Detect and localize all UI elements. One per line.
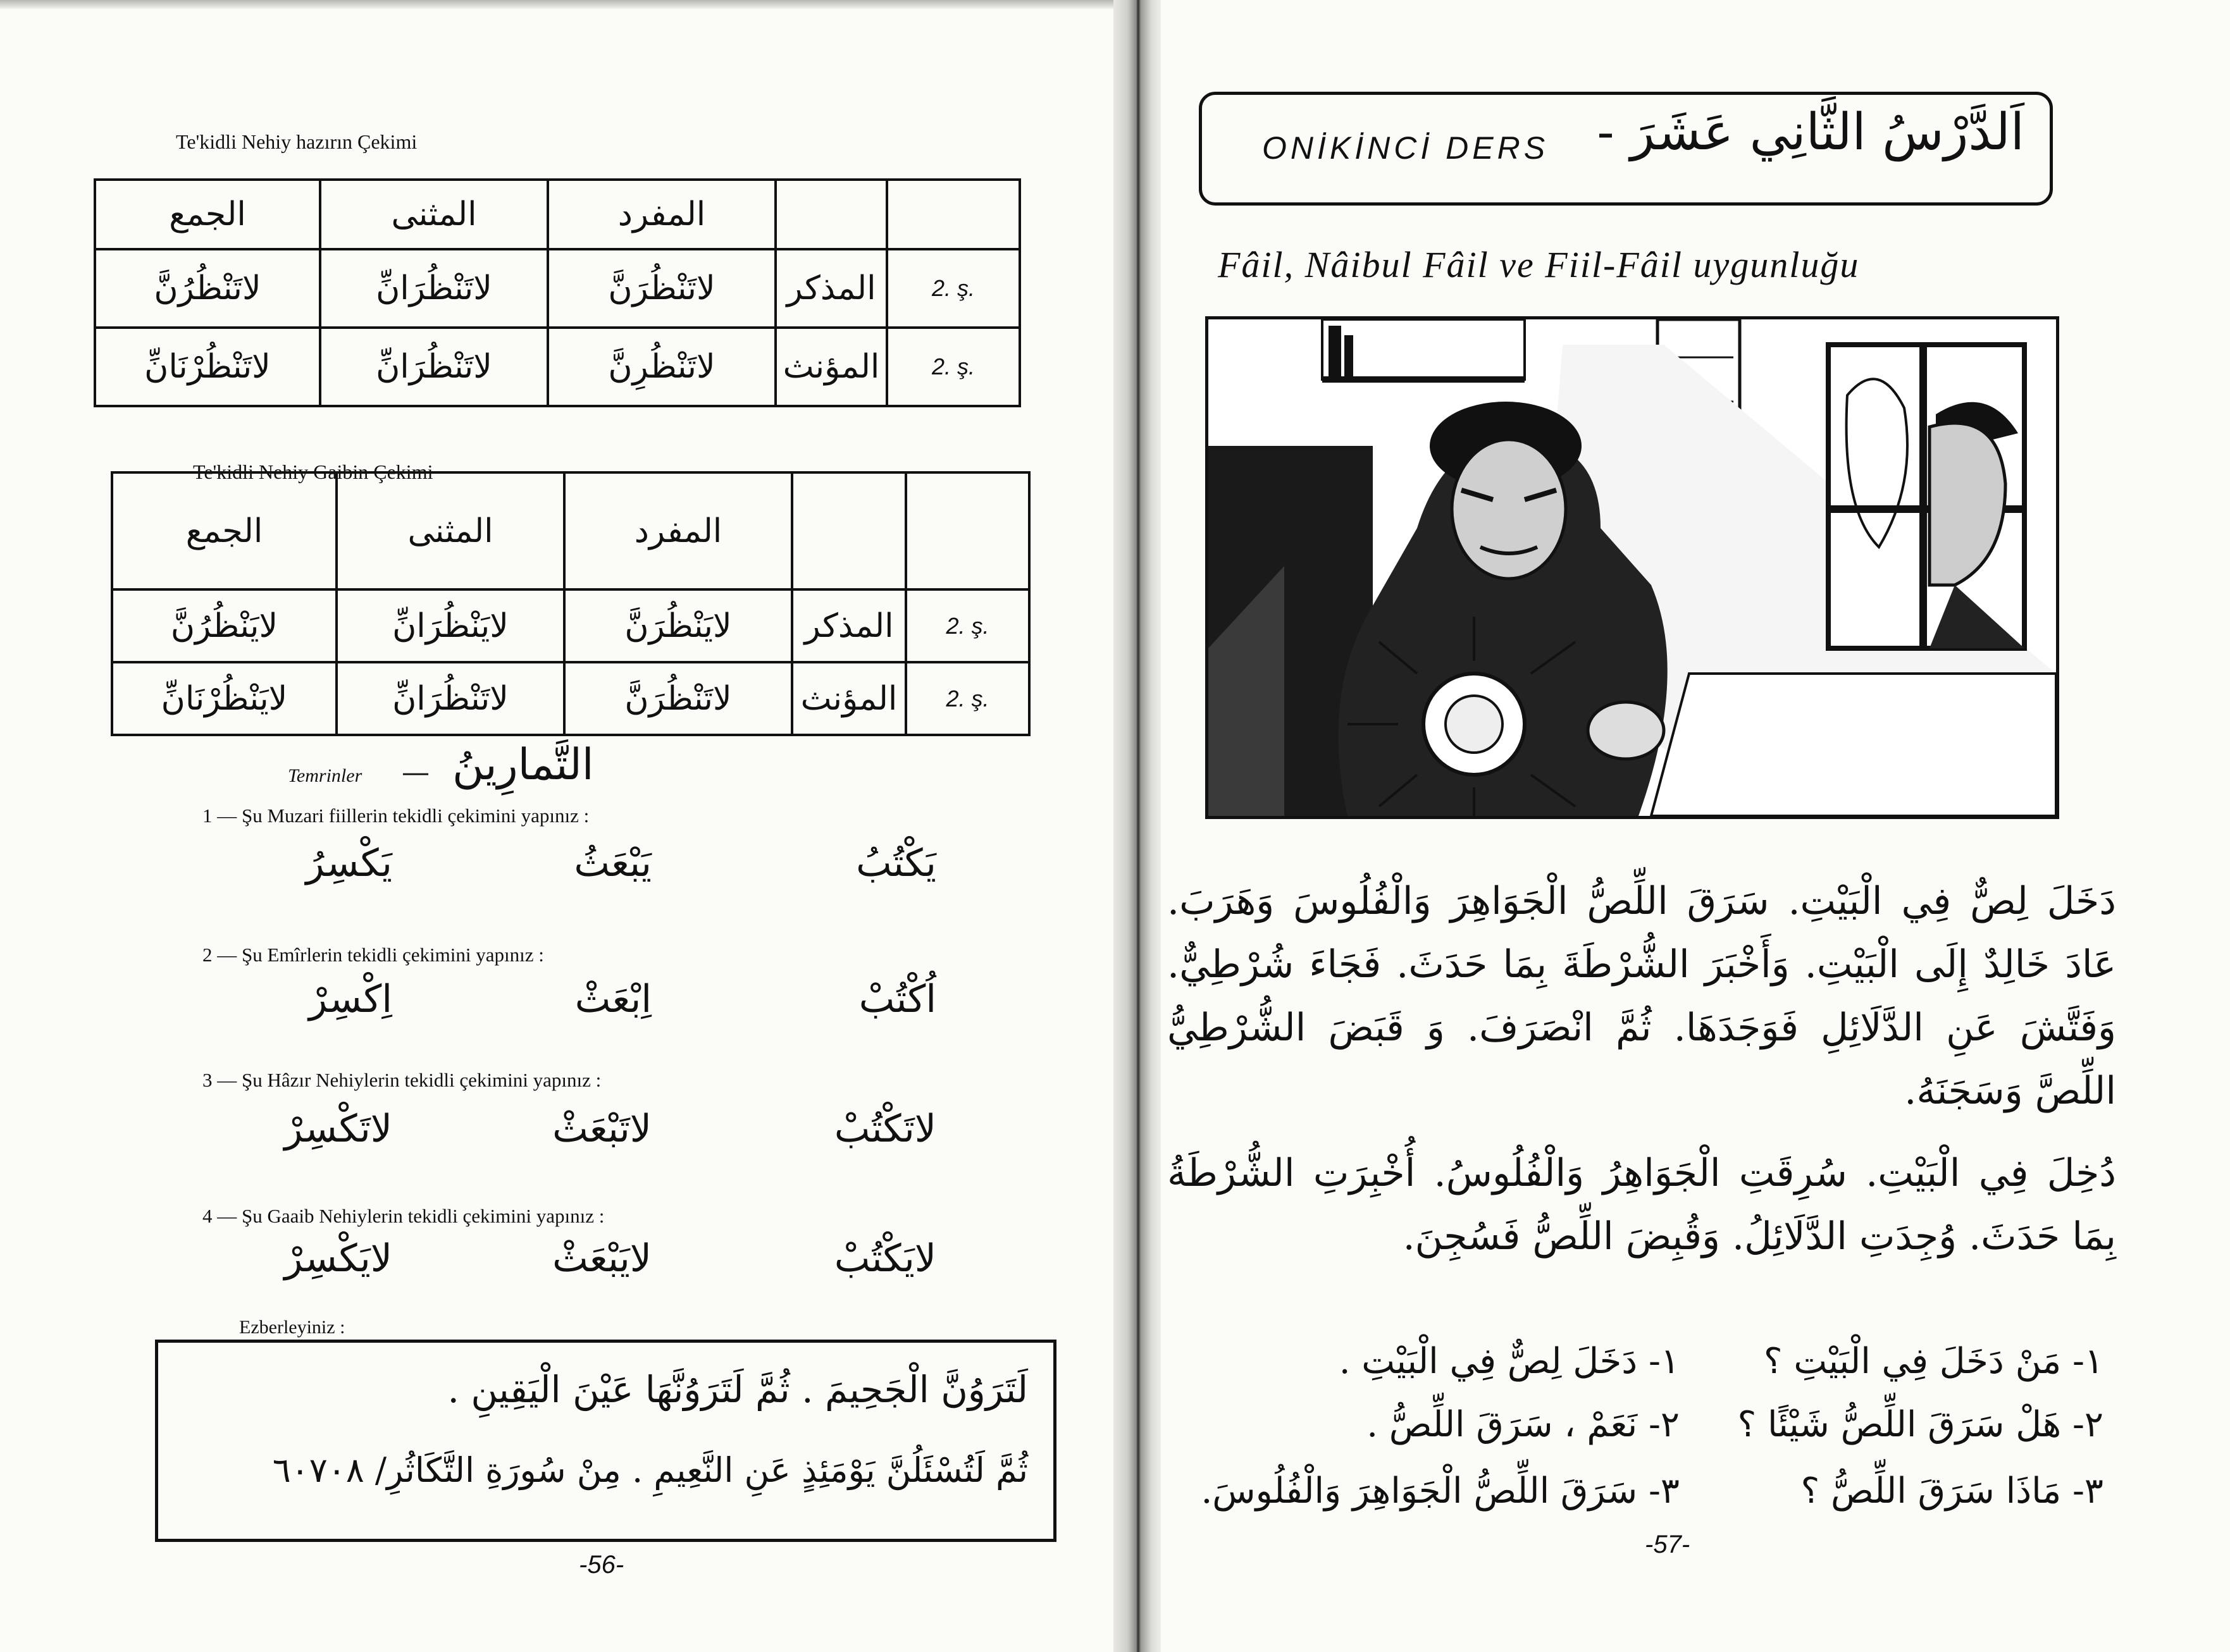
memorize-box <box>155 1340 1056 1542</box>
exercise-3-question: 3 — Şu Hâzır Nehiylerin tekidli çekimini yapınız : <box>202 1069 602 1091</box>
table-cell: لاتَنْظُرْنَانِّ <box>95 328 320 406</box>
table-cell: لاتَنْظُرَنَّ <box>548 249 776 328</box>
gender-label: المؤنث <box>776 328 887 406</box>
exercise-4-words <box>228 1236 936 1306</box>
exercise-1-question: 1 — Şu Muzari fiillerin tekidli çekimini yapınız : <box>202 804 590 827</box>
header-empty <box>792 472 906 589</box>
person-label: 2. ş. <box>887 249 1020 328</box>
page-top-edge <box>0 0 1113 9</box>
header-dual: المثنى <box>337 472 564 589</box>
exercise-word: لايَبْعَثْ <box>552 1236 652 1281</box>
question-3: ٣- مَاذَا سَرَقَ اللِّصُّ ؟ <box>1800 1470 2103 1512</box>
exercise-word: لايَكْتُبْ <box>834 1236 936 1281</box>
page-number-right: -57- <box>1645 1531 1690 1558</box>
question-2: ٢- هَلْ سَرَقَ اللِّصُّ شَيْئًا ؟ <box>1737 1404 2103 1445</box>
exercise-word: لاتَكْسِرْ <box>284 1107 392 1151</box>
exercise-word: يَبْعَثُ <box>574 841 652 885</box>
memorize-label: Ezberleyiniz : <box>239 1317 345 1338</box>
burglary-illustration <box>1205 316 2059 819</box>
exercise-word: لايَكْسِرْ <box>284 1236 392 1281</box>
exercises-heading-ar: التَّمارِينُ <box>452 740 594 790</box>
exercises-heading <box>288 740 617 797</box>
conjugation-table-hazir <box>94 178 1021 407</box>
answer-1: ١- دَخَلَ لِصٌّ فِي الْبَيْتِ . <box>1339 1341 1680 1382</box>
exercise-word: لاتَكْتُبْ <box>834 1107 936 1151</box>
exercise-word: اِكْسِرْ <box>309 977 392 1021</box>
exercise-2-words <box>228 977 936 1047</box>
answer-3: ٣- سَرَقَ اللِّصُّ الْجَوَاهِرَ وَالْفُلُوسَ. <box>1201 1470 1680 1512</box>
exercise-word: اِبْعَثْ <box>574 977 652 1021</box>
table-cell: لايَنْظُرَنَّ <box>564 589 792 662</box>
lesson-title-box <box>1199 92 2053 206</box>
exercise-1-words <box>228 841 936 911</box>
header-empty <box>906 472 1029 589</box>
book-gutter <box>1113 0 1161 1652</box>
header-empty <box>887 180 1020 249</box>
table2-caption: Te'kidli Nehiy Gaibin Çekimi <box>193 460 433 483</box>
table-cell: لايَنْظُرَانِّ <box>337 589 564 662</box>
exercise-word: يَكْسِرُ <box>306 841 392 885</box>
gender-label: المؤنث <box>792 662 906 735</box>
exercise-word: يَكْتُبُ <box>856 841 936 885</box>
table-cell: لاتَنْظُرَانِّ <box>320 249 548 328</box>
header-singular: المفرد <box>548 180 776 249</box>
memorize-line-2: ثُمَّ لَتُسْئَلُنَّ يَوْمَئِذٍ عَنِ النَّعِيمِ . مِنْ سُورَةِ التَّكَاثُرِ/ ٦٠٧٠٨ <box>272 1450 1028 1490</box>
table-cell: لايَنْظُرُنَّ <box>112 589 337 662</box>
gender-label: المذكر <box>792 589 906 662</box>
question-1: ١- مَنْ دَخَلَ فِي الْبَيْتِ ؟ <box>1763 1341 2103 1382</box>
table-cell: لاتَنْظُرَانِّ <box>320 328 548 406</box>
story-paragraph-passive: دُخِلَ فِي الْبَيْتِ. سُرِقَتِ الْجَوَاهِرُ وَالْفُلُوسُ. أُخْبِرَتِ الشُّرْطَةُ بِمَا حَدَثَ. وُجِدَتِ الدَّلَائِلُ. وَقُبِضَ اللِّصُّ فَسُجِنَ. <box>1167 1151 2116 1259</box>
person-label: 2. ş. <box>887 328 1020 406</box>
exercise-word: اُكْتُبْ <box>858 977 936 1021</box>
page-number-left: -56- <box>579 1551 624 1579</box>
person-label: 2. ş. <box>906 589 1029 662</box>
memorize-line-1: لَتَرَوُنَّ الْجَحِيمَ . ثُمَّ لَتَرَوُنَّهَا عَيْنَ الْيَقِينِ . <box>447 1368 1028 1411</box>
answer-2: ٢- نَعَمْ ، سَرَقَ اللِّصُّ . <box>1366 1404 1680 1445</box>
exercise-3-words <box>228 1107 936 1176</box>
header-empty <box>776 180 887 249</box>
exercise-word: لاتَبْعَثْ <box>552 1107 652 1151</box>
person-label: 2. ş. <box>906 662 1029 735</box>
lesson-title-tr: ONİKİNCİ DERS <box>1262 130 1549 166</box>
table-cell: لاتَنْظُرَنَّ <box>564 662 792 735</box>
header-plural: الجمع <box>112 472 337 589</box>
exercises-heading-dash: — <box>402 756 430 789</box>
header-singular: المفرد <box>564 472 792 589</box>
exercise-4-question: 4 — Şu Gaaib Nehiylerin tekidli çekimini yapınız : <box>202 1205 605 1227</box>
lesson-title-ar: اَلدَّرْسُ الثَّانِي عَشَرَ - <box>1597 102 2024 161</box>
conjugation-table-gaib <box>111 471 1031 736</box>
exercises-heading-tr: Temrinler <box>288 765 362 786</box>
table-cell: لاتَنْظُرِنَّ <box>548 328 776 406</box>
illustration-drawing <box>1208 319 2056 816</box>
lesson-subtitle: Fâil, Nâibul Fâil ve Fiil-Fâil uygunluğu <box>1218 244 1860 285</box>
table-cell: لاتَنْظُرُنَّ <box>95 249 320 328</box>
gender-label: المذكر <box>776 249 887 328</box>
table1-caption: Te'kidli Nehiy hazırın Çekimi <box>176 130 418 153</box>
header-plural: الجمع <box>95 180 320 249</box>
header-dual: المثنى <box>320 180 548 249</box>
table-cell: لاتَنْظُرَانِّ <box>337 662 564 735</box>
table-cell: لايَنْظُرْنَانِّ <box>112 662 337 735</box>
exercise-2-question: 2 — Şu Emîrlerin tekidli çekimini yapınız : <box>202 944 544 966</box>
story-paragraph-active: دَخَلَ لِصٌّ فِي الْبَيْتِ. سَرَقَ اللِّصُّ الْجَوَاهِرَ وَالْفُلُوسَ وَهَرَبَ. عَادَ خَالِدٌ إِلَى الْبَيْتِ. وَأَخْبَرَ الشُّرْطَةَ بِمَا حَدَثَ. فَجَاءَ شُرْطِيٌّ. وَفَتَّشَ عَنِ الدَّلَائِلِ فَوَجَدَهَا. ثُمَّ انْصَرَفَ. وَ قَبَضَ الشُّرْطِيُّ اللِّصَّ وَسَجَنَهُ. <box>1167 879 2116 1113</box>
